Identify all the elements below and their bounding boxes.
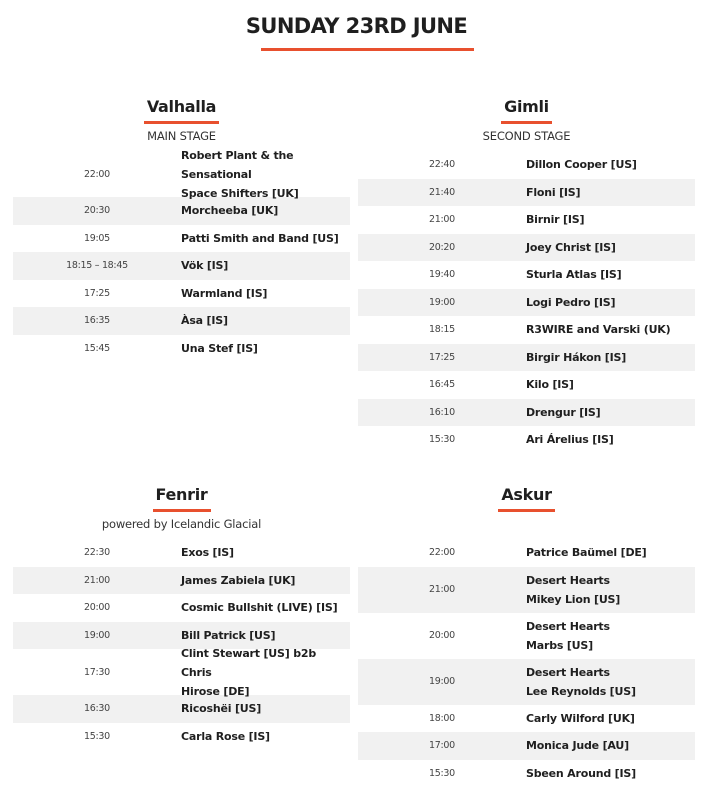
slot-act: Joey Christ [IS] (526, 240, 616, 254)
slot-time: 18:15 (429, 324, 455, 336)
slot-act: Ari Árelius [IS] (526, 433, 614, 447)
slot-act: Una Stef [IS] (181, 341, 258, 355)
schedule-row (13, 225, 350, 253)
schedule-row (358, 705, 695, 733)
slot-act: R3WIRE and Varski (UK) (526, 323, 671, 337)
schedule-row (358, 399, 695, 427)
slot-act: Birgir Hákon [IS] (526, 350, 627, 364)
stage-valhalla (13, 97, 350, 362)
schedule-row (13, 695, 350, 723)
schedule-list (358, 539, 695, 787)
schedule-row (358, 567, 695, 613)
slot-act: Desert Hearts Lee Reynolds [US] (526, 665, 636, 698)
slot-time: 15:30 (84, 730, 110, 742)
schedule-row (13, 197, 350, 225)
schedule-list (358, 151, 695, 454)
slot-time: 21:00 (84, 574, 110, 586)
stage-header (13, 485, 350, 529)
slot-act: Ricoshëi [US] (181, 702, 262, 716)
slot-time: 19:00 (84, 629, 110, 641)
title-underline (261, 48, 474, 51)
schedule-list (13, 539, 350, 750)
slot-act: Warmland [IS] (181, 286, 268, 300)
slot-time: 20:00 (429, 630, 455, 641)
stage-name: Valhalla (144, 97, 219, 124)
schedule-list (13, 148, 350, 362)
slot-act: James Zabiela [UK] (181, 573, 296, 587)
slot-act: Sbeen Around [IS] (526, 766, 636, 780)
schedule-row (13, 539, 350, 567)
slot-time: 22:40 (429, 159, 455, 171)
schedule-row (13, 307, 350, 335)
slot-act: Kilo [IS] (526, 378, 574, 392)
slot-act: Cosmic Bullshit (LIVE) [IS] (181, 601, 338, 615)
slot-time: 17:30 (84, 666, 110, 678)
slot-act: Carly Wilford [UK] (526, 711, 635, 725)
stage-header (13, 97, 350, 141)
slot-act: Bill Patrick [US] (181, 628, 276, 642)
slot-time: 15:45 (84, 342, 110, 354)
slot-time: 19:00 (429, 676, 455, 687)
slot-act: Robert Plant & the Sensational Space Shifters [UK] (181, 148, 299, 200)
stage-name: Askur (498, 485, 554, 512)
slot-act: Patti Smith and Band [US] (181, 231, 339, 245)
schedule-row (358, 426, 695, 454)
slot-act: Monica Jude [AU] (526, 739, 629, 753)
schedule-row (358, 261, 695, 289)
slot-time: 21:00 (429, 214, 455, 226)
schedule-row (13, 252, 350, 280)
slot-act: Clint Stewart [US] b2b Chris Hirose [DE] (181, 646, 317, 698)
schedule-row (358, 151, 695, 179)
slot-act: Carla Rose [IS] (181, 729, 270, 743)
schedule-row (358, 206, 695, 234)
schedule-row (358, 539, 695, 567)
stage-gimli (358, 97, 695, 454)
schedule-row (358, 234, 695, 262)
slot-act: Patrice Baümel [DE] (526, 546, 647, 560)
slot-time: 16:45 (429, 379, 455, 391)
slot-time: 22:00 (429, 547, 455, 559)
schedule-row (358, 371, 695, 399)
stage-name: Gimli (501, 97, 552, 124)
stage-header (358, 97, 695, 141)
slot-act: Logi Pedro [IS] (526, 295, 616, 309)
stage-name: Fenrir (153, 485, 211, 512)
slot-time: 18:15 – 18:45 (66, 260, 128, 272)
stage-fenrir (13, 485, 350, 750)
schedule-row (13, 594, 350, 622)
schedule-row (358, 659, 695, 705)
schedule-row (358, 732, 695, 760)
slot-act: Desert Hearts Marbs [US] (526, 619, 610, 652)
slot-time: 22:00 (84, 168, 110, 180)
slot-time: 20:00 (84, 602, 110, 614)
slot-act: Sturla Atlas [IS] (526, 268, 622, 282)
schedule-row (358, 289, 695, 317)
slot-act: Morcheeba [UK] (181, 204, 279, 218)
slot-time: 22:30 (84, 547, 110, 559)
slot-time: 16:35 (84, 315, 110, 327)
slot-time: 17:25 (429, 351, 455, 363)
schedule-row (13, 335, 350, 363)
schedule-row (13, 567, 350, 595)
slot-time: 20:30 (84, 205, 110, 217)
slot-time: 17:00 (429, 740, 455, 752)
slot-act: Birnir [IS] (526, 213, 585, 227)
slot-act: Floni [IS] (526, 185, 581, 199)
stage-header (358, 485, 695, 529)
slot-act: Àsa [IS] (181, 314, 228, 328)
schedule-row (358, 613, 695, 659)
slot-act: Exos [IS] (181, 546, 234, 560)
stage-askur (358, 485, 695, 787)
stage-subtitle: MAIN STAGE (147, 129, 216, 143)
slot-time: 15:30 (429, 767, 455, 779)
slot-time: 17:25 (84, 287, 110, 299)
slot-time: 21:00 (429, 584, 455, 595)
slot-time: 19:00 (429, 296, 455, 308)
stage-subtitle: SECOND STAGE (482, 129, 571, 143)
schedule-row (13, 148, 350, 200)
slot-act: Drengur [IS] (526, 405, 601, 419)
slot-time: 19:05 (84, 232, 110, 244)
schedule-row (13, 280, 350, 308)
slot-act: Dillon Cooper [US] (526, 158, 637, 172)
slot-act: Vök [IS] (181, 259, 229, 273)
slot-time: 15:30 (429, 434, 455, 446)
slot-time: 18:00 (429, 712, 455, 724)
page-title: SUNDAY 23RD JUNE (245, 14, 468, 38)
slot-time: 19:40 (429, 269, 455, 281)
slot-time: 21:40 (429, 186, 455, 198)
schedule-row (358, 760, 695, 788)
slot-time: 16:30 (84, 703, 110, 715)
stage-subtitle: powered by Icelandic Glacial (101, 517, 262, 531)
slot-act: Desert Hearts Mikey Lion [US] (526, 573, 621, 606)
schedule-row (13, 646, 350, 698)
schedule-row (13, 723, 350, 751)
schedule-row (358, 316, 695, 344)
schedule-row (358, 179, 695, 207)
slot-time: 16:10 (429, 406, 455, 418)
schedule-row (358, 344, 695, 372)
slot-time: 20:20 (429, 241, 455, 253)
